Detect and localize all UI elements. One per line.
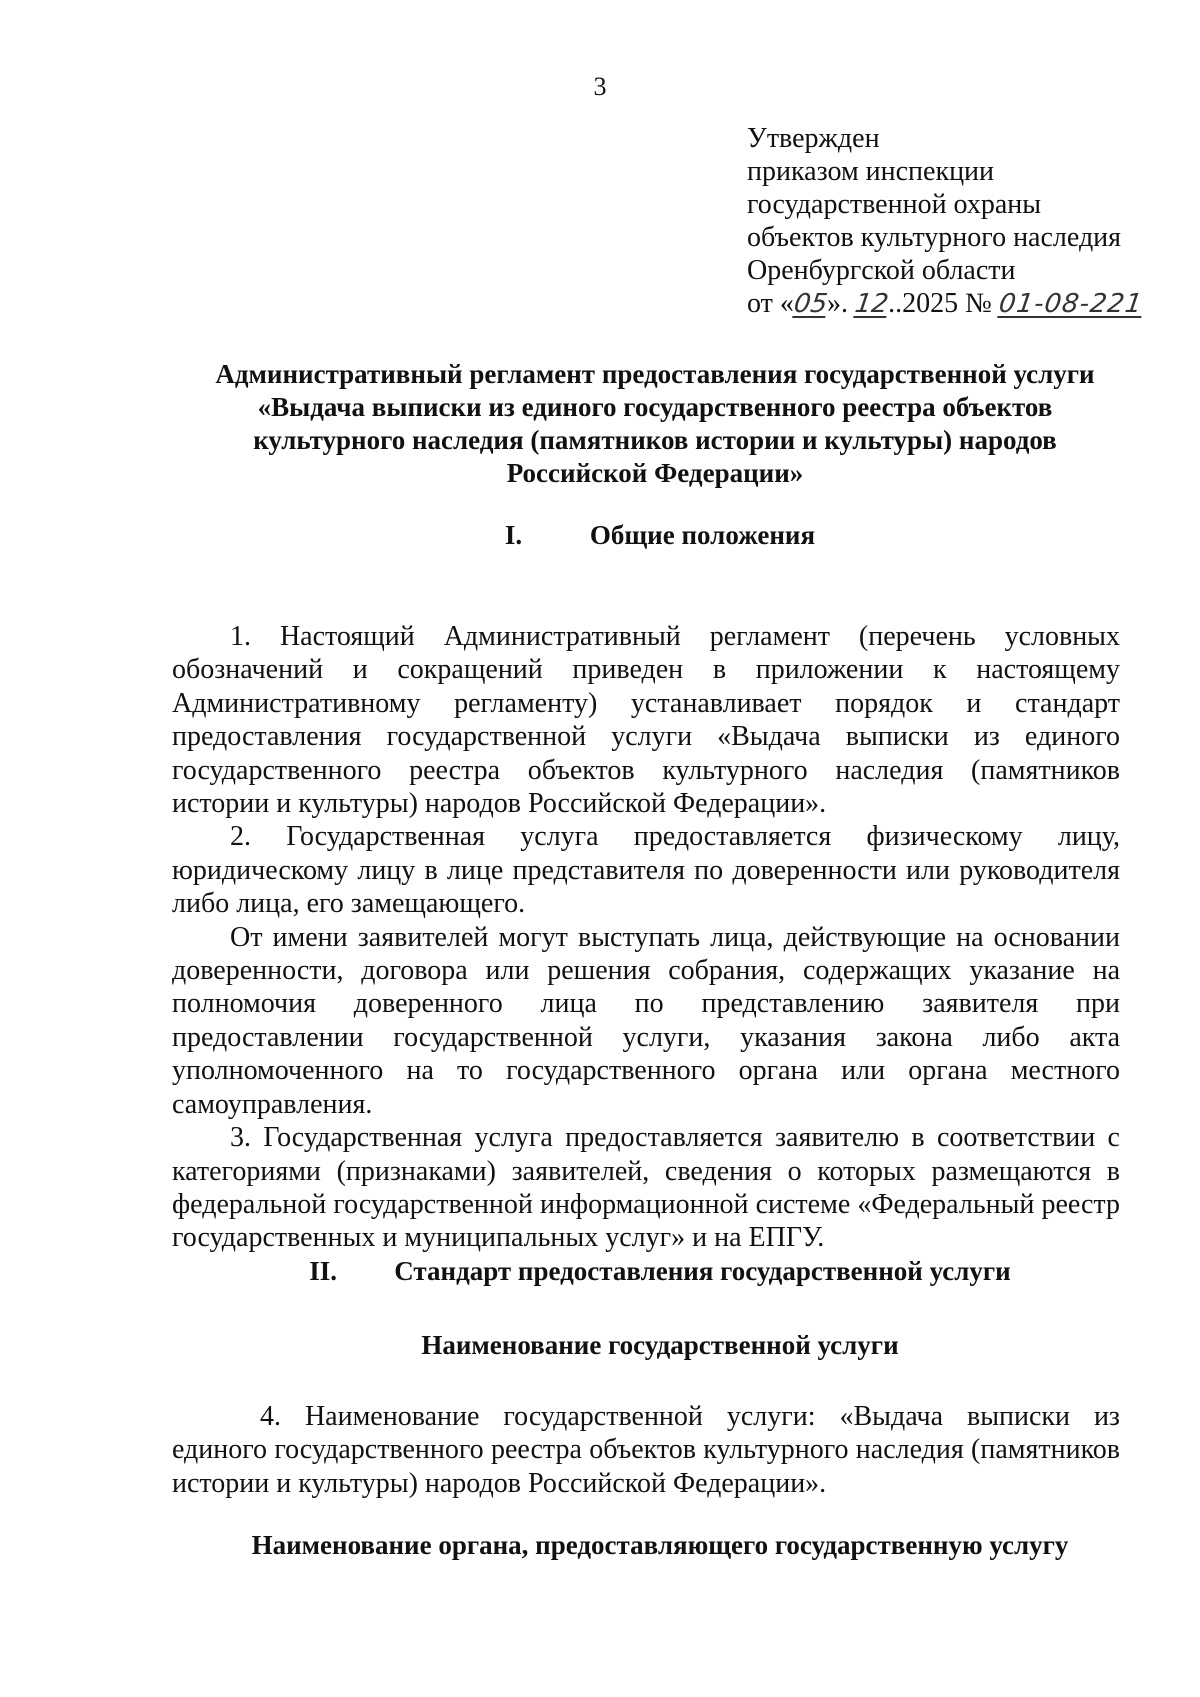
page-number: 3 (593, 72, 607, 101)
approval-block (747, 122, 1145, 320)
paragraph-1: 1. Настоящий Административный регламент (перечень условных обозначений и сокращений приведен в приложении к настоящему Административному регламенту) устанавливает порядок и стандарт предоставления государственной услуги «Выдача выписки из единого государственного реестра объектов культурного наследия (памятников истории и культуры) народов Российской Федерации». (172, 621, 1120, 820)
section-1-number: I. (504, 520, 523, 550)
handwritten-order-number: 01-08-221 (996, 289, 1145, 319)
paragraph-2: 2. Государственная услуга предоставляется физическому лицу, юридическому лицу в лице представителя по доверенности или руководителя либо лица, его замещающего. (172, 821, 1120, 920)
approval-line: государственной охраны (747, 189, 1042, 220)
title-line: Административный регламент предоставления государственной услуги (215, 359, 1095, 389)
approval-line: приказом инспекции (747, 156, 995, 187)
section-2-body (172, 1400, 1120, 1500)
title-line: «Выдача выписки из единого государственного реестра объектов (257, 392, 1053, 422)
date-mid: ». (826, 288, 848, 319)
approval-line: Утвержден (747, 123, 880, 154)
subheading-service-name: Наименование государственной услуги (421, 1330, 899, 1360)
section-1-heading (160, 520, 1160, 551)
paragraph-3: 3. Государственная услуга предоставляется заявителю в соответствии с категориями (признаками) заявителей, сведения о которых размещаются в федеральной государственной информационной системе «Федеральный реестр государственных и муниципальных услуг» и на ЕПГУ. (172, 1122, 1120, 1254)
section-2-title: Стандарт предоставления государственной услуги (394, 1256, 1011, 1286)
handwritten-day: 05 (791, 289, 830, 319)
approval-line: объектов культурного наследия (747, 222, 1122, 253)
handwritten-month: 12 (853, 289, 891, 319)
date-year: ..2025 № (888, 288, 992, 319)
date-prefix: от « (747, 288, 794, 319)
approval-line: Оренбургской области (747, 255, 1016, 286)
document-title (160, 358, 1150, 490)
section-1-body (172, 620, 1120, 1255)
section-1-title: Общие положения (589, 520, 816, 550)
section-2-heading (160, 1256, 1160, 1287)
title-line: культурного наследия (памятников истории и культуры) народов (253, 425, 1057, 455)
subheading-providing-body: Наименование органа, предоставляющего государственную услугу (251, 1530, 1069, 1560)
paragraph-4: 4. Наименование государственной услуги: «Выдача выписки из единого государственного реестра объектов культурного наследия (памятников истории и культуры) народов Российской Федерации». (172, 1401, 1120, 1499)
title-line: Российской Федерации» (506, 458, 804, 488)
approval-date-line (747, 287, 1145, 320)
paragraph-2-continuation: От имени заявителей могут выступать лица, действующие на основании доверенности, договора или решения собрания, содержащих указание на полномочия доверенного лица по представлению заявителя при предоставлении государственной услуги, указания закона либо акта уполномоченного на то государственного органа или органа местного самоуправления. (172, 921, 1120, 1120)
section-2-number: II. (309, 1256, 338, 1286)
